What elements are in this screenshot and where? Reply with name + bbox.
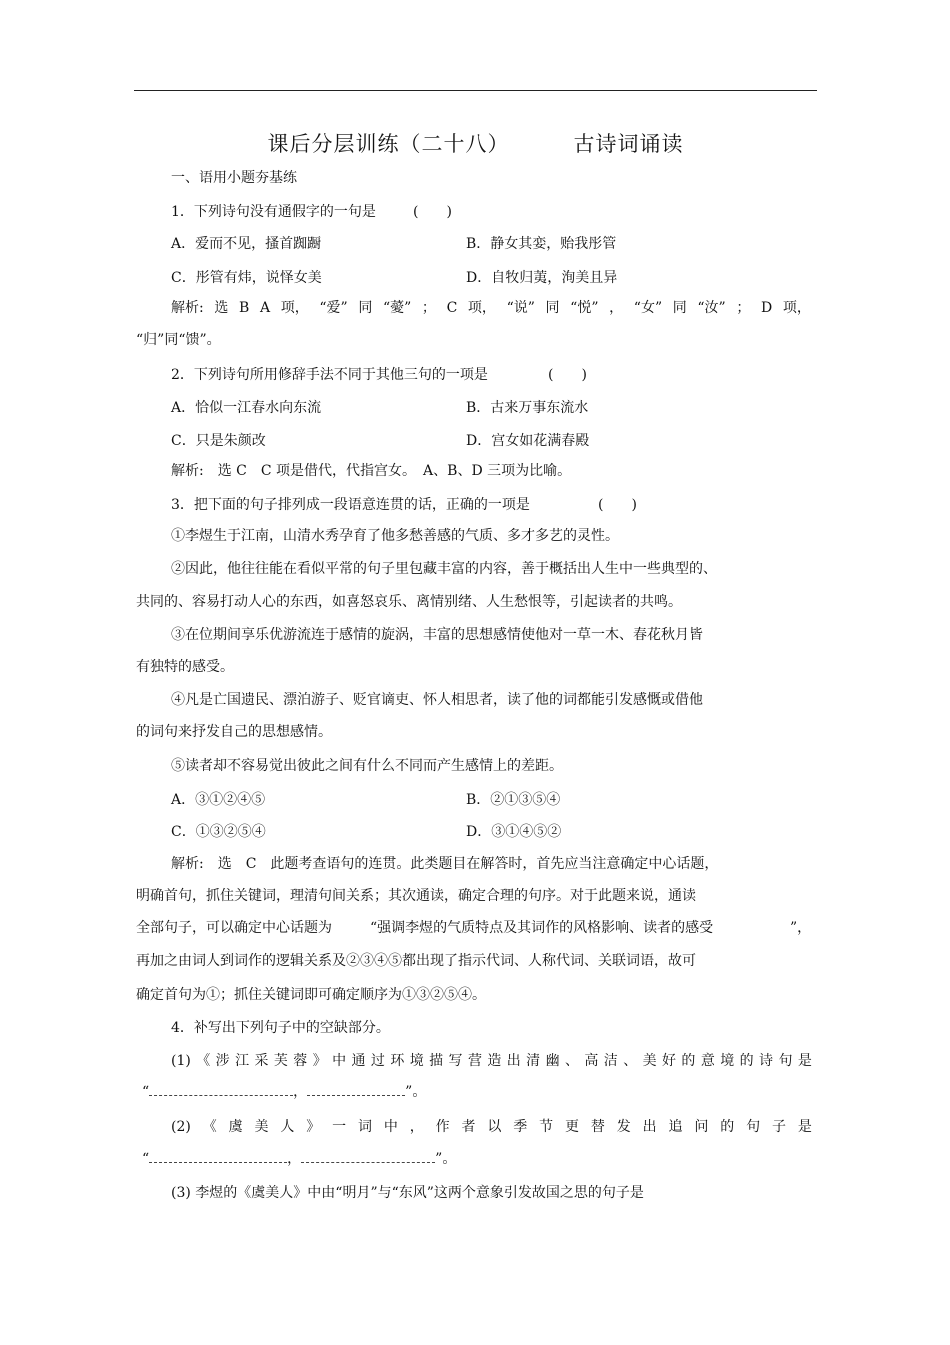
q3-option-b: B．②①③⑤④	[466, 792, 561, 808]
q1-option-a: A．爱而不见，搔首踟蹰	[171, 236, 322, 252]
q1-bracket: ( )	[413, 204, 452, 220]
q1-analysis-token: “爱”	[319, 300, 348, 316]
q4-p1-token: 采	[254, 1053, 269, 1069]
q4-p2-token: 发	[616, 1119, 631, 1135]
q3-option-d: D．③①④⑤②	[466, 824, 562, 840]
q4-p2-token: 更	[564, 1119, 579, 1135]
q1-stem: 1．下列诗句没有通假字的一句是	[171, 204, 376, 220]
section-heading: 一、语用小题夯基练	[171, 170, 297, 186]
q3-analysis-4: 再加之由词人到词作的逻辑关系及②③④⑤都出现了指示代词、人称代词、关联词语，故可	[136, 953, 696, 969]
q4-p1-token: 是	[797, 1053, 812, 1069]
q4-p2-token: 子	[771, 1119, 786, 1135]
q4-p1-token: 幽	[545, 1053, 560, 1069]
q4-p2-token: 的	[720, 1119, 735, 1135]
q1-analysis-token: 项，	[280, 300, 309, 316]
q4-item-2-blanks	[142, 1149, 456, 1169]
q4-p1-token: 描	[429, 1053, 444, 1069]
q4-p1-token: 通	[351, 1053, 366, 1069]
q4-p2-token: 》	[306, 1119, 321, 1135]
q3-analysis-3b: “强调李煜的气质特点及其词作的风格影响、读者的感受	[370, 920, 714, 936]
q4-p1-token: 意	[700, 1053, 715, 1069]
q1-analysis-token: B	[239, 300, 250, 316]
q1-analysis-token: “说”	[506, 300, 535, 316]
q4-p2-token: 词	[357, 1119, 372, 1135]
q1-analysis-token: 选	[214, 300, 229, 316]
q3-analysis-2: 明确首句，抓住关键词，理清句间关系；其次通读，确定合理的句序。对于此题来说，通读	[136, 888, 696, 904]
q1-option-b: B．静女其娈，贻我彤管	[466, 236, 617, 252]
q4-p1-token: 蓉	[293, 1053, 308, 1069]
comma: ，	[287, 1151, 302, 1167]
q1-analysis-token: 同	[672, 300, 687, 316]
fill-blank[interactable]	[301, 1150, 435, 1163]
q4-p1-token: 芙	[273, 1053, 288, 1069]
q3-sentence-5: ⑤读者却不容易觉出彼此之间有什么不同而产生感情上的差距。	[171, 758, 563, 774]
q4-item-2	[171, 1117, 812, 1137]
q1-analysis-token: D	[761, 300, 773, 316]
q2-stem: 2．下列诗句所用修辞手法不同于其他三句的一项是	[171, 367, 488, 383]
q1-analysis-token: ；	[736, 300, 751, 316]
q4-p1-token: 的	[681, 1053, 696, 1069]
q3-sentence-1: ①李煜生于江南，山清水秀孕育了他多愁善感的气质、多才多艺的灵性。	[171, 528, 619, 544]
q1-analysis-token: 项，	[782, 300, 811, 316]
q3-analysis-5: 确定首句为①；抓住关键词即可确定顺序为①③②⑤④。	[136, 987, 486, 1003]
q1-analysis-token: ；	[421, 300, 436, 316]
q1-analysis	[171, 298, 811, 318]
q3-sentence-4a: ④凡是亡国遗民、漂泊游子、贬官谪吏、怀人相思者，读了他的词都能引发感慨或借他	[171, 692, 703, 708]
q1-analysis-token: ，	[609, 300, 624, 316]
q3-stem: 3．把下面的句子排列成一段语意连贯的话，正确的一项是	[171, 497, 530, 513]
q4-p1-token: 环	[390, 1053, 405, 1069]
q1-analysis-token: C	[446, 300, 458, 316]
q4-p1-token: 过	[370, 1053, 385, 1069]
q2-option-a: A．恰似一江春水向东流	[171, 400, 322, 416]
q4-p1-token: 句	[778, 1053, 793, 1069]
q2-analysis: 解析: 选 C C 项是借代，代指宫女。 A、B、D 三项为比喻。	[171, 463, 572, 479]
q4-p1-token: 、	[564, 1053, 579, 1069]
q4-p2-token: 人	[280, 1119, 295, 1135]
q4-p2-token: ，	[409, 1119, 424, 1135]
q2-option-c: C．只是朱颜改	[171, 433, 266, 449]
q4-p2-token: 中	[383, 1119, 398, 1135]
q4-p2-token: 句	[746, 1119, 761, 1135]
q1-option-c: C．彤管有炜，说怿女美	[171, 270, 322, 286]
q3-sentence-4b: 的词句来抒发自己的思想感情。	[136, 724, 332, 740]
q4-p2-token: 虞	[228, 1119, 243, 1135]
q4-p2-token: 一	[332, 1119, 347, 1135]
q3-analysis-3c: ”，	[790, 920, 812, 936]
q1-analysis-token: “悦”	[570, 300, 599, 316]
q4-p2-token: 《	[202, 1119, 217, 1135]
q4-stem: 4．补写出下列句子中的空缺部分。	[171, 1020, 390, 1036]
q4-item-1	[171, 1051, 812, 1071]
q4-p1-token: 境	[409, 1053, 424, 1069]
q4-p1-token: 《	[196, 1053, 211, 1069]
q4-p1-token: 涉	[215, 1053, 230, 1069]
q4-p1-token: 写	[448, 1053, 463, 1069]
q1-analysis-token: “薆”	[382, 300, 412, 316]
q4-p1-token: 清	[526, 1053, 541, 1069]
q3-sentence-3b: 有独特的感受。	[136, 659, 234, 675]
q4-p1-token: 境	[720, 1053, 735, 1069]
q1-analysis-token: 同	[545, 300, 560, 316]
q4-p1-token: 中	[332, 1053, 347, 1069]
open-quote: “	[142, 1084, 150, 1100]
q1-analysis-token: A	[259, 300, 271, 316]
q4-p1-token: 江	[235, 1053, 250, 1069]
fill-blank[interactable]	[307, 1083, 405, 1096]
q2-option-d: D．宫女如花满春殿	[466, 433, 590, 449]
q2-bracket: ( )	[548, 367, 587, 383]
q3-analysis-1: 解析: 选 C 此题考查语句的连贯。此类题目在解答时，首先应当注意确定中心话题，	[171, 856, 719, 872]
q1-option-d: D．自牧归荑，洵美且异	[466, 270, 618, 286]
q3-option-c: C．①③②⑤④	[171, 824, 266, 840]
q1-analysis-token: 解析:	[171, 300, 204, 316]
q3-sentence-3a: ③在位期间享乐优游流连于感情的旋涡，丰富的思想感情使他对一草一木、春花秋月皆	[171, 627, 703, 643]
q3-option-a: A．③①②④⑤	[171, 792, 266, 808]
q1-analysis-token: 同	[358, 300, 373, 316]
q4-item-3: (3) 李煜的《虞美人》中由“明月”与“东风”这两个意象引发故国之思的句子是	[171, 1185, 644, 1201]
q4-p1-token: 出	[506, 1053, 521, 1069]
q4-p2-token: 替	[590, 1119, 605, 1135]
q4-p1-token: 的	[739, 1053, 754, 1069]
q3-sentence-2b: 共同的、容易打动人心的东西，如喜怒哀乐、离情别绪、人生愁恨等，引起读者的共鸣。	[136, 594, 682, 610]
q4-p1-token: 造	[487, 1053, 502, 1069]
q4-p2-token: (2)	[171, 1119, 191, 1135]
page-title	[134, 128, 817, 158]
fill-blank[interactable]	[149, 1083, 293, 1096]
q4-p1-token: 营	[467, 1053, 482, 1069]
q4-p2-token: 问	[694, 1119, 709, 1135]
close-quote: ”。	[435, 1151, 457, 1167]
q1-analysis-token: “女”	[633, 300, 663, 316]
title-main: 课后分层训练（二十八）	[267, 132, 510, 156]
q4-p2-token: 美	[254, 1119, 269, 1135]
q4-p2-token: 出	[642, 1119, 657, 1135]
close-quote: ”。	[405, 1084, 427, 1100]
title-sub: 古诗词诵读	[573, 132, 684, 156]
q4-p2-token: 节	[539, 1119, 554, 1135]
q4-p1-token: 高	[584, 1053, 599, 1069]
q4-p1-token: 洁	[603, 1053, 618, 1069]
q1-analysis-token: 项，	[467, 300, 496, 316]
q4-p2-token: 季	[513, 1119, 528, 1135]
header-rule	[134, 90, 817, 91]
q4-p1-token: 诗	[759, 1053, 774, 1069]
q4-p1-token: (1)	[171, 1053, 191, 1069]
q2-option-b: B．古来万事东流水	[466, 400, 589, 416]
q4-p2-token: 以	[487, 1119, 502, 1135]
q3-analysis-3a: 全部句子，可以确定中心话题为	[136, 920, 332, 936]
comma: ，	[293, 1084, 308, 1100]
q1-analysis-cont: “归”同“馈”。	[136, 332, 221, 348]
q4-p1-token: 》	[312, 1053, 327, 1069]
q4-p1-token: 、	[623, 1053, 638, 1069]
q4-p1-token: 好	[662, 1053, 676, 1069]
q4-p1-token: 美	[642, 1053, 657, 1069]
open-quote: “	[142, 1151, 150, 1167]
q3-bracket: ( )	[598, 497, 637, 513]
q4-p2-token: 者	[461, 1119, 476, 1135]
q4-p2-token: 是	[797, 1119, 812, 1135]
q3-sentence-2a: ②因此，他往往能在看似平常的句子里包藏丰富的内容，善于概括出人生中一些典型的、	[171, 561, 717, 577]
q1-analysis-token: “汝”	[697, 300, 726, 316]
q4-p2-token: 追	[668, 1119, 683, 1135]
fill-blank[interactable]	[149, 1150, 287, 1163]
q4-p2-token: 作	[435, 1119, 450, 1135]
q4-item-1-blanks	[142, 1082, 426, 1102]
